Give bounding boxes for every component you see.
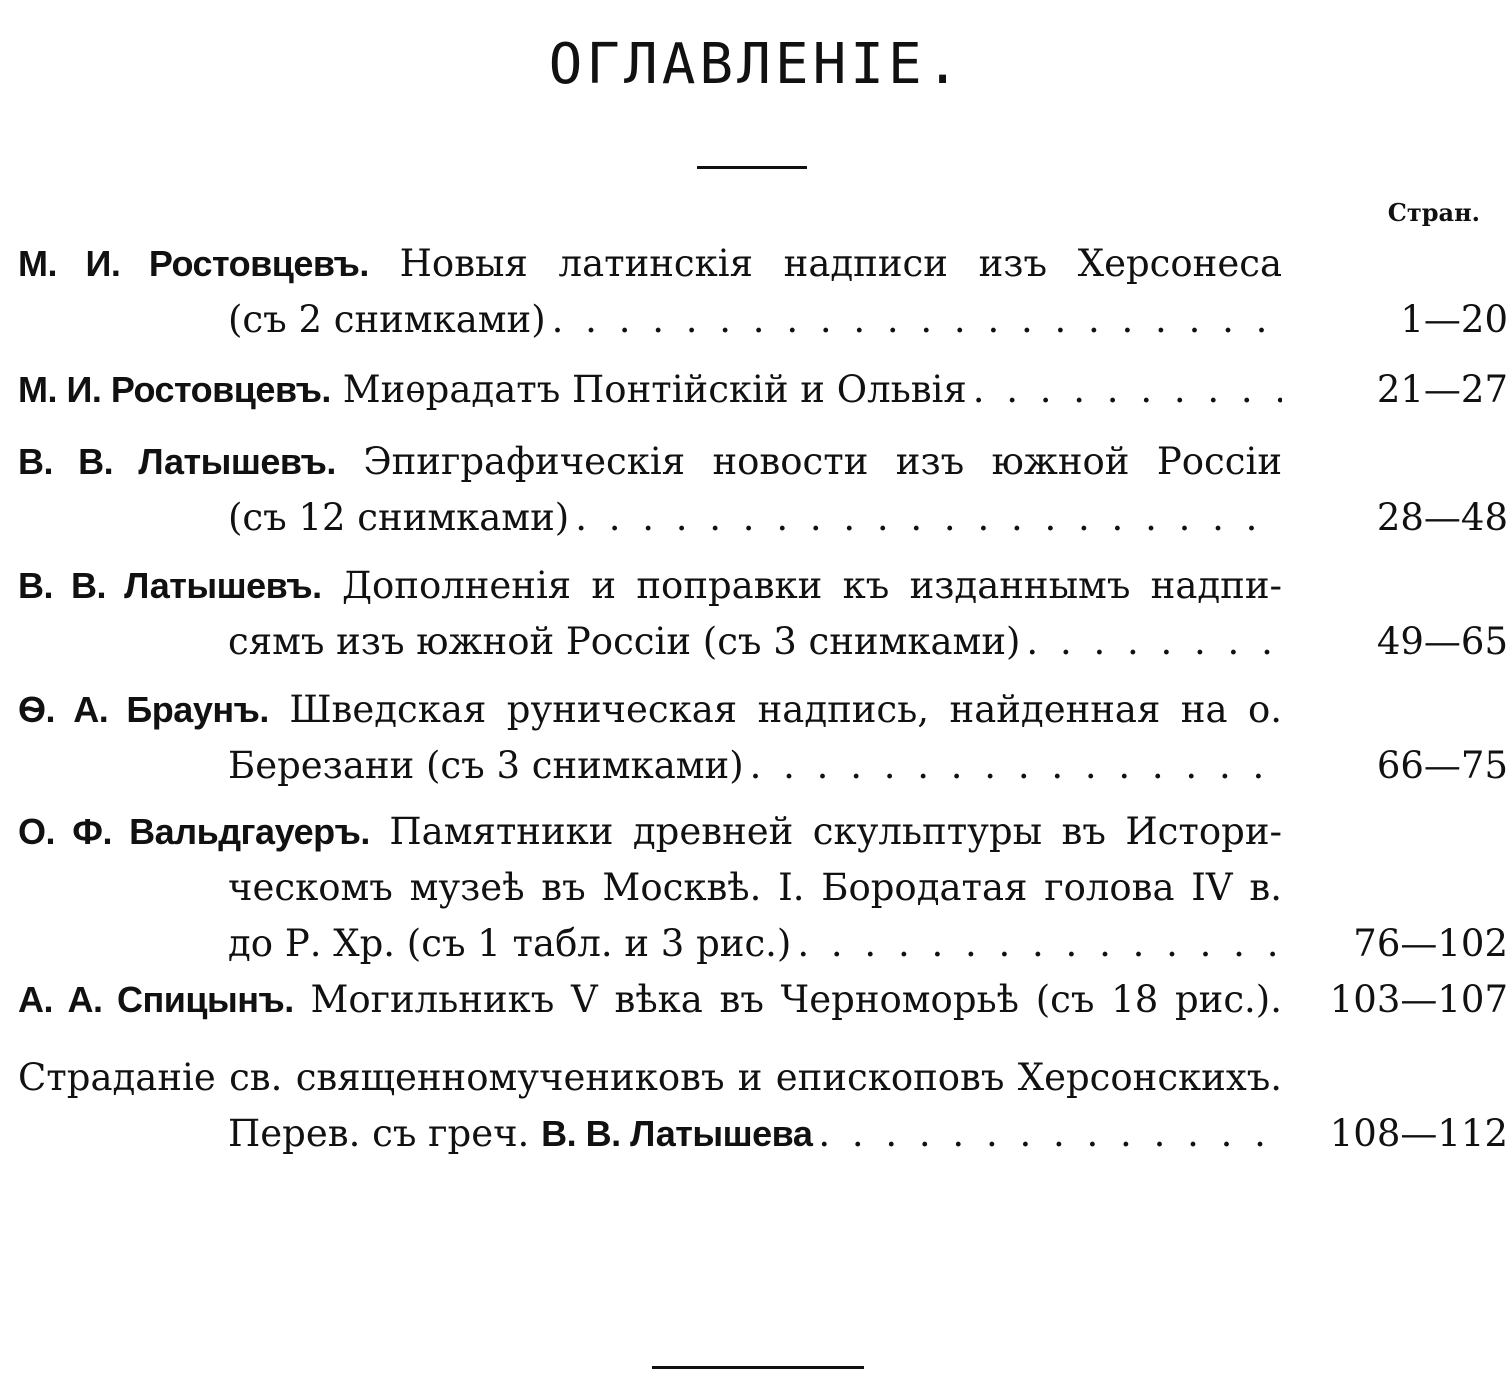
entry-title: Страданіе св. священномучениковъ и епископовъ Херсонскихъ. [18, 1056, 1282, 1099]
entry-author: А. А. Спицынъ. [18, 979, 294, 1020]
entry-line [18, 1106, 1508, 1162]
dot-leader [797, 916, 1282, 972]
entry-pages: 66—75 [1376, 744, 1508, 787]
entry-text [18, 434, 1282, 490]
entry-title: Шведская руническая надпись, найденная на о. [289, 688, 1283, 731]
entry-body [228, 1106, 812, 1162]
entry-text [228, 860, 1282, 916]
entry-line [18, 682, 1508, 738]
entry-text [18, 1050, 1282, 1106]
entry-text [18, 804, 1282, 860]
bottom-divider [652, 1366, 864, 1369]
entry-line [18, 614, 1508, 670]
entry-line [18, 558, 1508, 614]
toc-entry-braun-runic-inscription [18, 682, 1508, 794]
entry-line [18, 738, 1508, 794]
entry-title-continued: ческомъ музеѣ въ Москвѣ. I. Бородатая голова IV в. [228, 866, 1282, 909]
entry-author: М. И. Ростовцевъ. [18, 369, 331, 410]
entry-line [18, 860, 1508, 916]
entry-title: Памятники древней скульптуры въ Истори- [389, 810, 1282, 853]
entry-title: Эпиграфическія новости изъ южной Россіи [363, 440, 1282, 483]
entry-title-continued: (съ 12 снимками) [228, 496, 570, 539]
toc-entry-latyshev-epigraphic-news [18, 434, 1508, 546]
entry-text [228, 916, 1282, 972]
entry-author: О. Ф. Вальдгауеръ. [18, 811, 370, 852]
dot-leader [750, 738, 1282, 794]
toc-entry-waldhauer-sculpture [18, 804, 1508, 972]
dot-leader [818, 1106, 1282, 1162]
entry-pages: 1—20 [1400, 298, 1508, 341]
entry-translator: В. В. Латышева [541, 1113, 813, 1154]
entry-line [18, 916, 1508, 972]
title-divider [697, 166, 807, 169]
entry-pages: 49—65 [1376, 620, 1508, 663]
dot-leader [575, 490, 1282, 546]
toc-entry-rostovtsev-latin-inscriptions [18, 236, 1508, 348]
entry-line [18, 362, 1508, 418]
entry-title: Новыя латинскія надписи изъ Херсонеса [399, 242, 1283, 285]
entry-title-continued: Березани (съ 3 снимками) [228, 744, 744, 787]
entry-pages: 28—48 [1376, 496, 1508, 539]
translation-note: Перев. съ греч. [228, 1112, 530, 1155]
toc-entry-latyshev-additions [18, 558, 1508, 670]
entry-title: Дополненія и поправки къ изданнымъ надпи- [341, 564, 1282, 607]
entry-text [228, 490, 1282, 546]
entry-text [18, 558, 1282, 614]
entry-pages: 103—107 [1329, 978, 1508, 1021]
entry-line [18, 490, 1508, 546]
toc-entry-rostovtsev-mithridates [18, 362, 1508, 418]
entry-title: Миѳрадатъ Понтійскій и Ольвія [342, 368, 967, 411]
entry-title-continued: сямъ изъ южной Россіи (съ 3 снимками) [228, 620, 1021, 663]
entry-text [228, 738, 1282, 794]
entry-line [18, 236, 1508, 292]
dot-leader [973, 362, 1282, 418]
entry-line [18, 434, 1508, 490]
entry-pages: 76—102 [1353, 922, 1508, 965]
entry-author: М. И. Ростовцевъ. [18, 243, 369, 284]
entry-text [18, 972, 1282, 1028]
entry-author: В. В. Латышевъ. [18, 565, 322, 606]
entry-text [228, 614, 1282, 670]
toc-entry-passion-of-martyrs [18, 1050, 1508, 1162]
entry-text [228, 292, 1282, 348]
entry-text [228, 1106, 1282, 1162]
entry-pages: 21—27 [1376, 368, 1508, 411]
entry-body [18, 362, 967, 418]
entry-line [18, 804, 1508, 860]
entry-title-continued: до Р. Хр. (съ 1 табл. и 3 рис.) [228, 922, 792, 965]
dot-leader [1026, 614, 1282, 670]
dot-leader [552, 292, 1282, 348]
entry-title: Могильникъ V вѣка въ Черноморьѣ (съ 18 рис.). [310, 978, 1282, 1021]
entry-line [18, 972, 1508, 1028]
entry-text [18, 682, 1282, 738]
page-title: ОГЛАВЛЕНІЕ. [548, 32, 964, 97]
entry-pages: 108—112 [1329, 1112, 1508, 1155]
pages-column-header: Стран. [1387, 198, 1480, 227]
entry-author: Ѳ. А. Браунъ. [18, 689, 269, 730]
entry-text [18, 236, 1282, 292]
toc-entry-spitsyn-burial-ground [18, 972, 1508, 1028]
entry-author: В. В. Латышевъ. [18, 441, 336, 482]
entry-line [18, 292, 1508, 348]
entry-text [18, 362, 1282, 418]
entry-line [18, 1050, 1508, 1106]
entry-title-continued: (съ 2 снимками) [228, 298, 546, 341]
